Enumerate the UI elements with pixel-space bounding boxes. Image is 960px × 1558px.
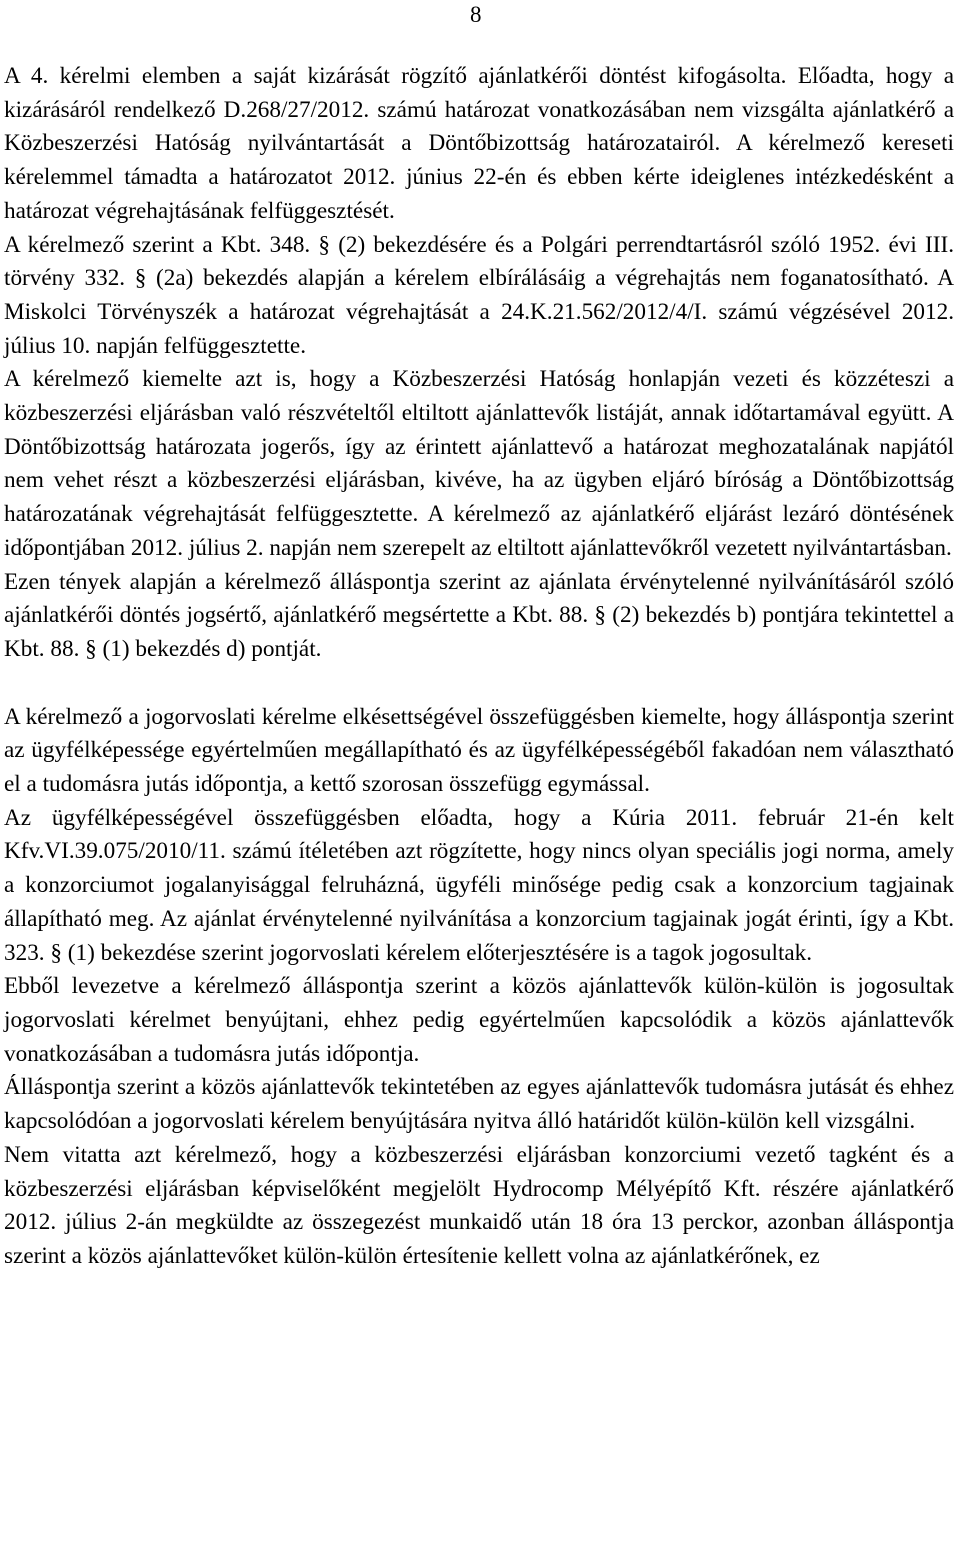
- paragraph-spacer: [4, 667, 954, 701]
- page-number: 8: [470, 2, 482, 27]
- paragraph-1: A 4. kérelmi elemben a saját kizárását rögzítő ajánlatkérői döntést kifogásolta. Előadta, hogy a kizárásáról rendelkező D.268/27/2012. számú határozat vonatkozásában nem vizsgálta ajánlatkérő a Közbeszerzési Hatóság nyilvántartását a Döntőbizottság határozatairól. A kérelmező kereseti kérelemmel támadta a határozatot 2012. június 22-én és ebben kérte ideiglenes intézkedésként a határozat végrehajtásának felfüggesztését.: [4, 63, 954, 224]
- paragraph-7: Ebből levezetve a kérelmező álláspontja szerint a közös ajánlattevők külön-külön is jogosultak jogorvoslati kérelmet benyújtani, ehhez pedig egyértelműen kapcsolódik a közös ajánlattevők vonatkozásában a tudomásra jutás időpontja.: [4, 973, 954, 1067]
- paragraph-3: A kérelmező kiemelte azt is, hogy a Közbeszerzési Hatóság honlapján vezeti és közzéteszi a közbeszerzési eljárásban való részvételtől eltiltott ajánlattevők listáját, annak időtartamával együtt. A Döntőbizottság határozata jogerős, így az érintett ajánlattevő a határozat meghozatalának napjától nem vehet részt a közbeszerzési eljárásban, kivéve, ha az ügyben eljáró bíróság a Döntőbizottság határozatának végrehajtását felfüggesztette. A kérelmező az ajánlatkérő eljárást lezáró döntésének időpontjában 2012. július 2. napján nem szerepelt az eltiltott ajánlattevőkről vezetett nyilvántartásban.: [4, 366, 954, 561]
- paragraph-9: Nem vitatta azt kérelmező, hogy a közbeszerzési eljárásban konzorciumi vezető tagként és a közbeszerzési eljárásban képviselőként megjelölt Hydrocomp Mélyépítő Kft. részére ajánlatkérő 2012. július 2-án megküldte az összegezést munkaidő után 18 óra 13 perckor, azonban álláspontja szerint a közös ajánlattevőket külön-külön értesítenie kellett volna az ajánlatkérőnek, ez: [4, 1141, 954, 1269]
- paragraph-8: Álláspontja szerint a közös ajánlattevők tekintetében az egyes ajánlattevők tudomásra jutását és ehhez kapcsolódóan a jogorvoslati kérelem benyújtására nyitva álló határidőt külön-külön kell vizsgálni.: [4, 1074, 954, 1135]
- paragraph-4: Ezen tények alapján a kérelmező álláspontja szerint az ajánlata érvénytelenné nyilvánításáról szóló ajánlatkérői döntés jogsértő, ajánlatkérő megsértette a Kbt. 88. § (2) bekezdés b) pontjára tekintettel a Kbt. 88. § (1) bekezdés d) pontját.: [4, 568, 954, 662]
- paragraph-6: Az ügyfélképességével összefüggésben előadta, hogy a Kúria 2011. február 21-én kelt Kfv.VI.39.075/2010/11. számú ítéletében azt rögzítette, hogy nincs olyan speciális jogi norma, amely a konzorciumot jogalanyisággal felruházná, ügyféli minősége pedig csak a konzorcium tagjainak állapítható meg. Az ajánlat érvénytelenné nyilvánítása a konzorcium tagjainak jogát érinti, így a Kbt. 323. § (1) bekezdése szerint jogorvoslati kérelem előterjesztésére is a tagok jogosultak.: [4, 804, 954, 966]
- paragraph-2: A kérelmező szerint a Kbt. 348. § (2) bekezdésére és a Polgári perrendtartásról szóló 1952. évi III. törvény 332. § (2a) bekezdés alapján a kérelem elbírálásáig a végrehajtás nem foganatosítható. A Miskolci Törvényszék a határozat végrehajtását a 24.K.21.562/2012/4/I. számú végzésével 2012. július 10. napján felfüggesztette.: [4, 231, 954, 359]
- document-body: [4, 60, 954, 1274]
- paragraph-5: A kérelmező a jogorvoslati kérelme elkésettségével összefüggésben kiemelte, hogy álláspontja szerint az ügyfélképessége egyértelműen megállapítható és az ügyfélképességéből fakadóan nem választható el a tudomásra jutás időpontja, a kettő szorosan összefügg egymással.: [4, 703, 954, 798]
